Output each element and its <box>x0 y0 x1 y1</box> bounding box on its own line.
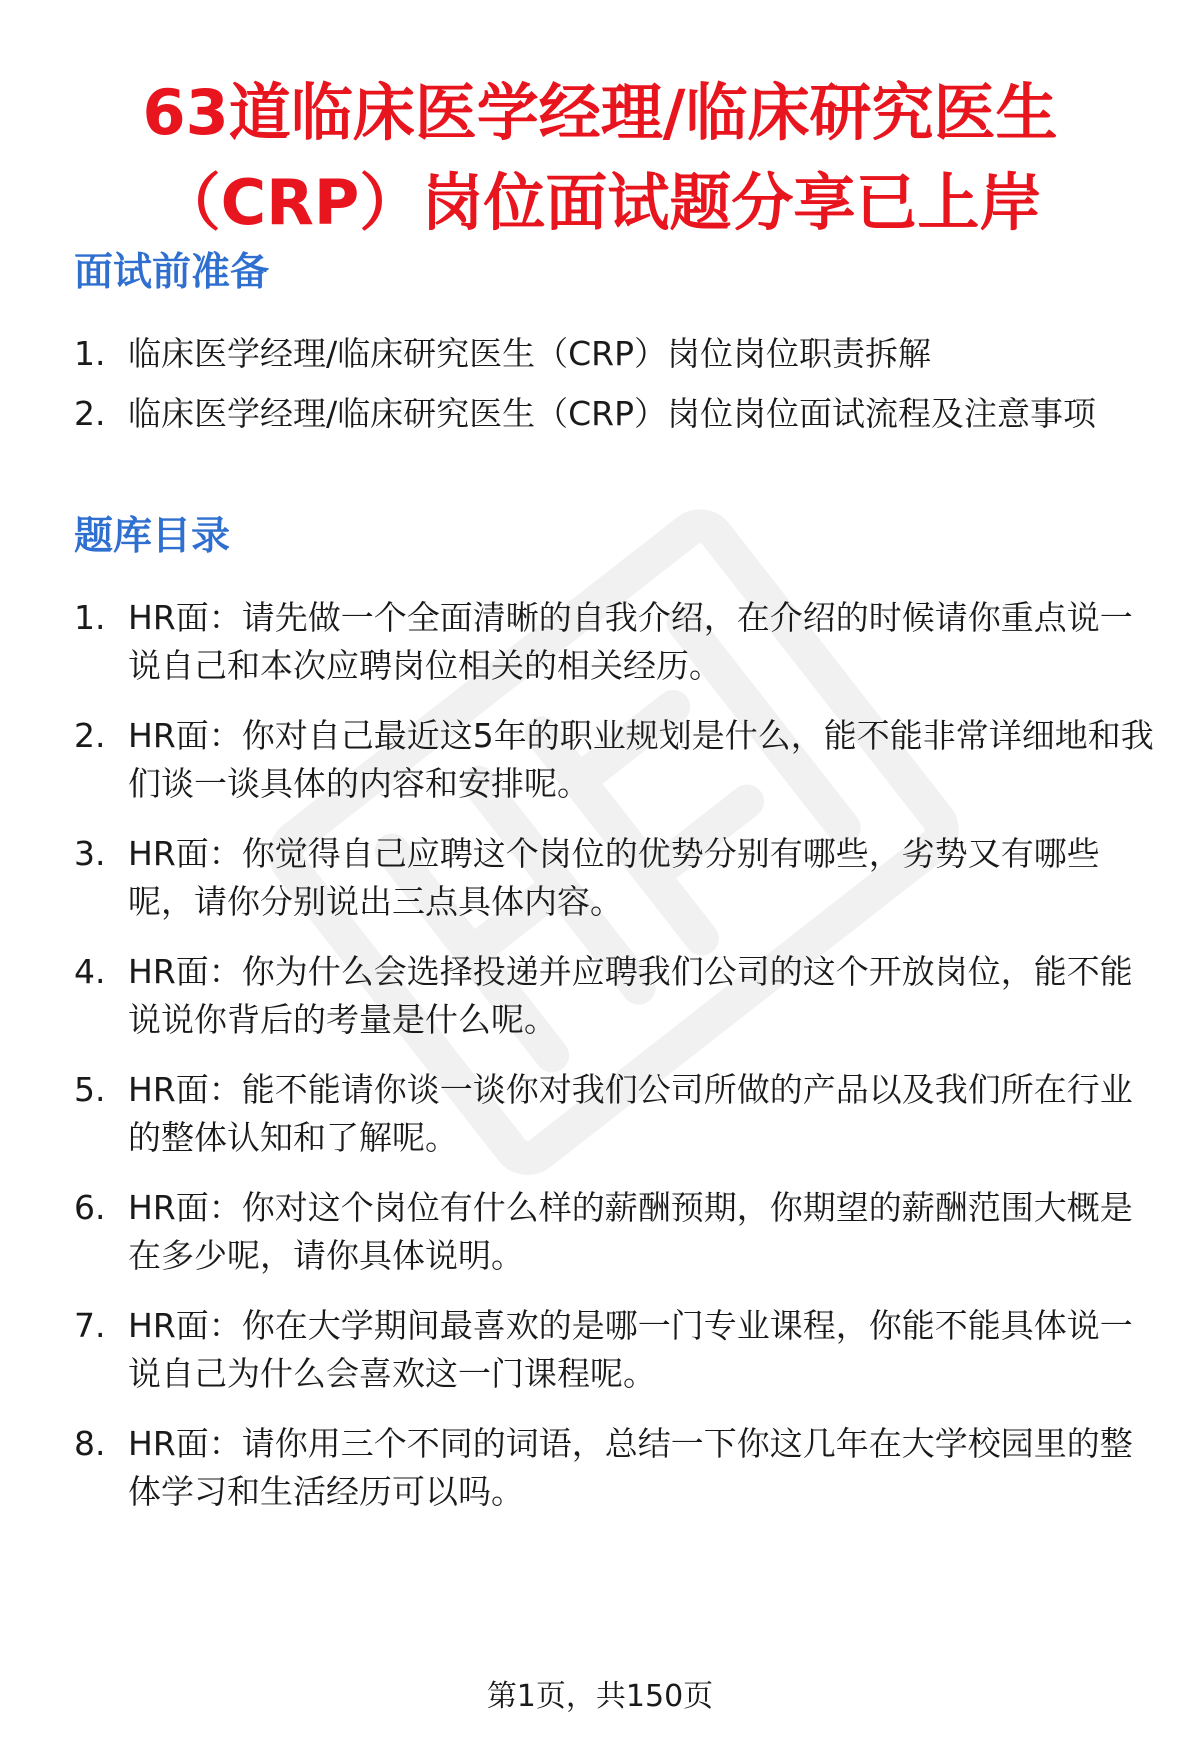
section-heading-question-bank: 题库目录 <box>74 514 231 559</box>
list-item <box>74 594 1154 690</box>
list-item-number: 1. <box>74 598 106 637</box>
list-item <box>74 1302 1154 1398</box>
title-line-1: 63道临床医学经理/临床研究医生 <box>142 76 1058 149</box>
preparation-list <box>74 330 1154 438</box>
list-item-text: HR面：请先做一个全面清晰的自我介绍，在介绍的时候请你重点说一说自己和本次应聘岗位相关的相关经历。 <box>128 598 1133 685</box>
list-item-text: HR面：你对这个岗位有什么样的薪酬预期，你期望的薪酬范围大概是在多少呢，请你具体说明。 <box>128 1188 1133 1275</box>
list-item <box>74 390 1154 438</box>
list-item-number: 8. <box>74 1424 106 1463</box>
document-title <box>0 68 1200 248</box>
list-item-text: 临床医学经理/临床研究医生（CRP）岗位岗位面试流程及注意事项 <box>128 394 1096 433</box>
list-item-number: 5. <box>74 1070 106 1109</box>
list-item-text: HR面：你为什么会选择投递并应聘我们公司的这个开放岗位，能不能说说你背后的考量是什么呢。 <box>128 952 1133 1039</box>
list-item-number: 2. <box>74 394 106 433</box>
list-item <box>74 948 1154 1044</box>
list-item-number: 7. <box>74 1306 106 1345</box>
list-item-number: 4. <box>74 952 106 991</box>
title-line-2: （CRP）岗位面试题分享已上岸 <box>158 166 1042 239</box>
list-item <box>74 830 1154 926</box>
list-item-text: HR面：你觉得自己应聘这个岗位的优势分别有哪些，劣势又有哪些呢，请你分别说出三点具体内容。 <box>128 834 1100 921</box>
list-item <box>74 1420 1154 1516</box>
list-item-text: HR面：请你用三个不同的词语，总结一下你这几年在大学校园里的整体学习和生活经历可以吗。 <box>128 1424 1133 1511</box>
page-footer: 第1页，共150页 <box>486 1679 714 1714</box>
question-list <box>74 594 1154 1516</box>
section-heading-preparation: 面试前准备 <box>74 250 270 295</box>
list-item-text: HR面：你对自己最近这5年的职业规划是什么，能不能非常详细地和我们谈一谈具体的内容和安排呢。 <box>128 716 1154 803</box>
list-item-number: 6. <box>74 1188 106 1227</box>
list-item <box>74 330 1154 378</box>
list-item-number: 2. <box>74 716 106 755</box>
list-item <box>74 1066 1154 1162</box>
list-item-text: HR面：你在大学期间最喜欢的是哪一门专业课程，你能不能具体说一说自己为什么会喜欢这一门课程呢。 <box>128 1306 1133 1393</box>
list-item <box>74 712 1154 808</box>
list-item-number: 1. <box>74 334 106 373</box>
list-item-text: HR面：能不能请你谈一谈你对我们公司所做的产品以及我们所在行业的整体认知和了解呢。 <box>128 1070 1133 1157</box>
list-item-text: 临床医学经理/临床研究医生（CRP）岗位岗位职责拆解 <box>128 334 931 373</box>
list-item <box>74 1184 1154 1280</box>
list-item-number: 3. <box>74 834 106 873</box>
